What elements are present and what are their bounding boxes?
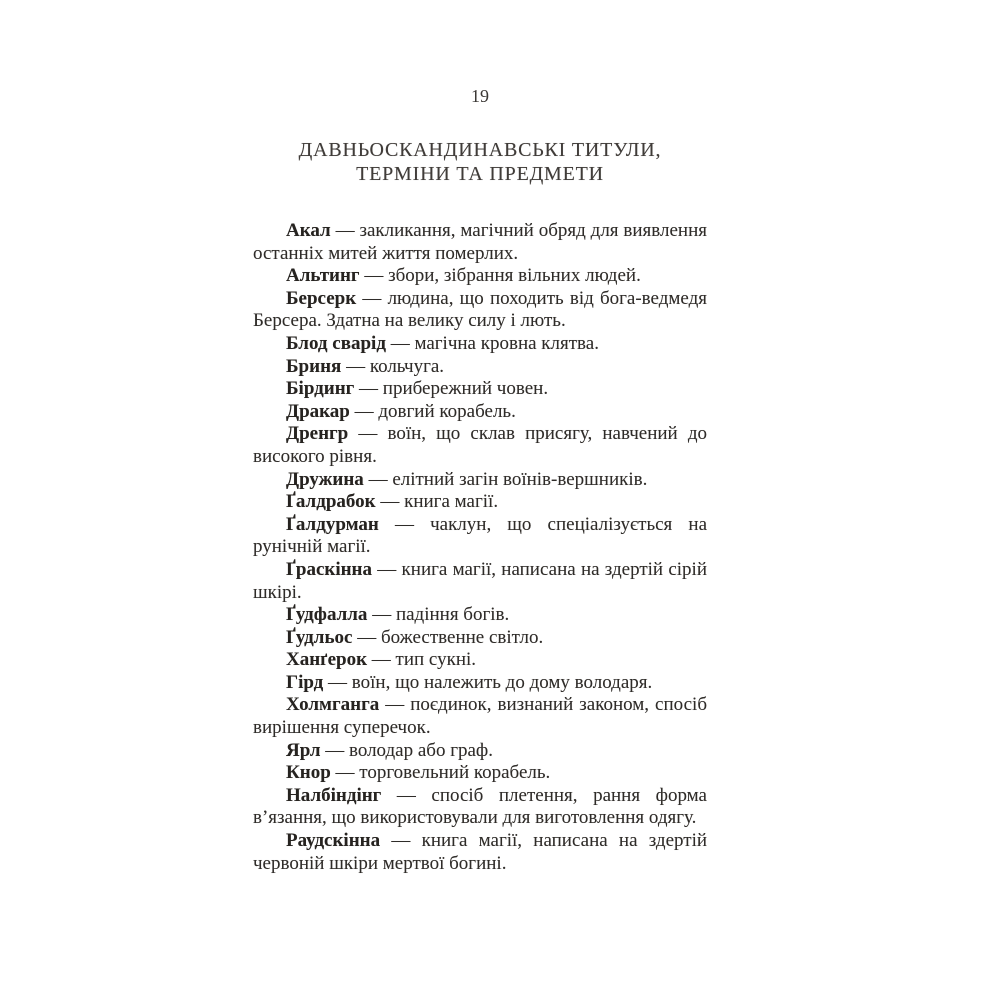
entry-term: Дренгр bbox=[286, 423, 349, 445]
entry-dash: — bbox=[348, 423, 388, 445]
entry-definition: воїн, що належить до дому володаря. bbox=[351, 671, 653, 693]
entry-definition: магічна кровна клятва. bbox=[414, 332, 599, 354]
entry-dash: — bbox=[385, 332, 415, 354]
entry-dash: — bbox=[380, 830, 422, 852]
entry-term: Ґудльос bbox=[286, 626, 353, 648]
glossary-entry bbox=[253, 694, 707, 739]
page-number: 19 bbox=[471, 86, 489, 106]
glossary-entry bbox=[253, 288, 707, 333]
entry-dash: — bbox=[378, 513, 431, 535]
glossary-entry bbox=[253, 740, 707, 763]
entry-term: Акал bbox=[286, 220, 331, 241]
entry-definition: воїн, що склав присягу, навчений до високого рівня. bbox=[253, 423, 707, 467]
glossary-entry bbox=[253, 378, 707, 401]
glossary-entry bbox=[253, 559, 707, 604]
glossary-entry bbox=[253, 265, 707, 288]
entry-definition: закликання, магічний обряд для виявлення останніх митей життя померлих. bbox=[253, 220, 707, 264]
entry-term: Дракар bbox=[286, 400, 350, 422]
entry-dash: — bbox=[330, 220, 360, 241]
entry-definition: книга магії. bbox=[404, 491, 499, 513]
entry-term: Дружина bbox=[286, 468, 364, 490]
entry-definition: книга магії, написана на здертій червоній шкіри мертвої богині. bbox=[253, 830, 708, 874]
glossary-entry bbox=[253, 491, 707, 514]
entry-term: Ґудфалла bbox=[286, 604, 368, 626]
glossary-entry bbox=[253, 333, 707, 356]
entry-definition: торговельний корабель. bbox=[359, 762, 551, 784]
entry-term: Гірд bbox=[286, 671, 324, 693]
glossary-entry bbox=[253, 649, 707, 672]
section-title-line-2: ТЕРМІНИ ТА ПРЕДМЕТИ bbox=[356, 163, 604, 185]
entry-definition: спосіб плетення, рання форма в’язання, що використовували для виготовлення одягу. bbox=[253, 784, 707, 829]
entry-dash: — bbox=[323, 671, 352, 693]
glossary-entry bbox=[253, 785, 707, 830]
entry-dash: — bbox=[381, 784, 432, 806]
entry-dash: — bbox=[356, 287, 388, 309]
entry-term: Бірдинг bbox=[286, 378, 355, 400]
entry-term: Раудскінна bbox=[286, 830, 381, 852]
entry-definition: елітний загін воїнів-вершників. bbox=[392, 468, 648, 490]
entry-dash: — bbox=[372, 558, 402, 580]
section-title bbox=[243, 138, 717, 186]
entry-definition: прибережний човен. bbox=[382, 378, 549, 400]
glossary-entry bbox=[253, 514, 707, 559]
entry-dash: — bbox=[367, 604, 396, 626]
glossary-entry bbox=[253, 423, 707, 468]
entry-term: Ханґерок bbox=[286, 649, 368, 671]
entry-term: Альтинг bbox=[286, 265, 360, 287]
glossary-entry bbox=[253, 604, 707, 627]
entry-dash: — bbox=[363, 468, 393, 490]
entry-term: Бриня bbox=[286, 355, 342, 377]
entry-definition: володар або граф. bbox=[348, 739, 493, 761]
glossary-entry bbox=[253, 672, 707, 695]
entry-dash: — bbox=[367, 649, 396, 671]
entry-definition: божественне світло. bbox=[380, 626, 544, 648]
entry-term: Ґалдурман bbox=[286, 513, 379, 535]
entry-definition: чаклун, що спеціалізується на рунічній магії. bbox=[253, 513, 707, 558]
glossary-entry bbox=[253, 627, 707, 650]
entry-definition: тип сукні. bbox=[395, 649, 477, 671]
entry-dash: — bbox=[375, 491, 405, 513]
glossary-list bbox=[253, 220, 707, 875]
glossary-entry bbox=[253, 762, 707, 785]
entry-definition: кольчуга. bbox=[369, 355, 445, 377]
entry-dash: — bbox=[359, 265, 389, 287]
glossary-entry bbox=[253, 220, 707, 265]
entry-dash: — bbox=[379, 694, 411, 716]
entry-dash: — bbox=[349, 400, 379, 422]
entry-definition: довгий корабель. bbox=[378, 400, 516, 422]
entry-dash: — bbox=[341, 355, 370, 377]
entry-definition: збори, зібрання вільних людей. bbox=[388, 265, 641, 287]
entry-term: Ґалдрабок bbox=[286, 491, 376, 513]
entry-term: Ґраскінна bbox=[286, 558, 373, 580]
entry-term: Ярл bbox=[286, 739, 321, 761]
entry-dash: — bbox=[354, 378, 383, 400]
entry-term: Блод сварід bbox=[286, 332, 386, 354]
entry-dash: — bbox=[320, 739, 349, 761]
entry-definition: падіння богів. bbox=[395, 604, 510, 626]
entry-term: Холмганга bbox=[286, 694, 380, 716]
entry-term: Налбіндінг bbox=[286, 784, 382, 806]
glossary-entry bbox=[253, 830, 707, 875]
entry-definition: людина, що походить від бога-ведмедя Берсера. Здатна на велику силу і лють. bbox=[253, 287, 708, 332]
entry-term: Кнор bbox=[286, 762, 331, 784]
entry-term: Берсерк bbox=[286, 287, 357, 309]
entry-dash: — bbox=[330, 762, 360, 784]
glossary-entry bbox=[253, 401, 707, 424]
entry-definition: книга магії, написана на здертій сірій шкірі. bbox=[253, 558, 707, 603]
glossary-entry bbox=[253, 356, 707, 379]
section-title-line-1: ДАВНЬОСКАНДИНАВСЬКІ ТИТУЛИ, bbox=[298, 139, 662, 161]
entry-definition: поєдинок, визнаний законом, спосіб вирішення суперечок. bbox=[253, 694, 707, 739]
glossary-entry bbox=[253, 469, 707, 492]
entry-dash: — bbox=[352, 626, 381, 648]
